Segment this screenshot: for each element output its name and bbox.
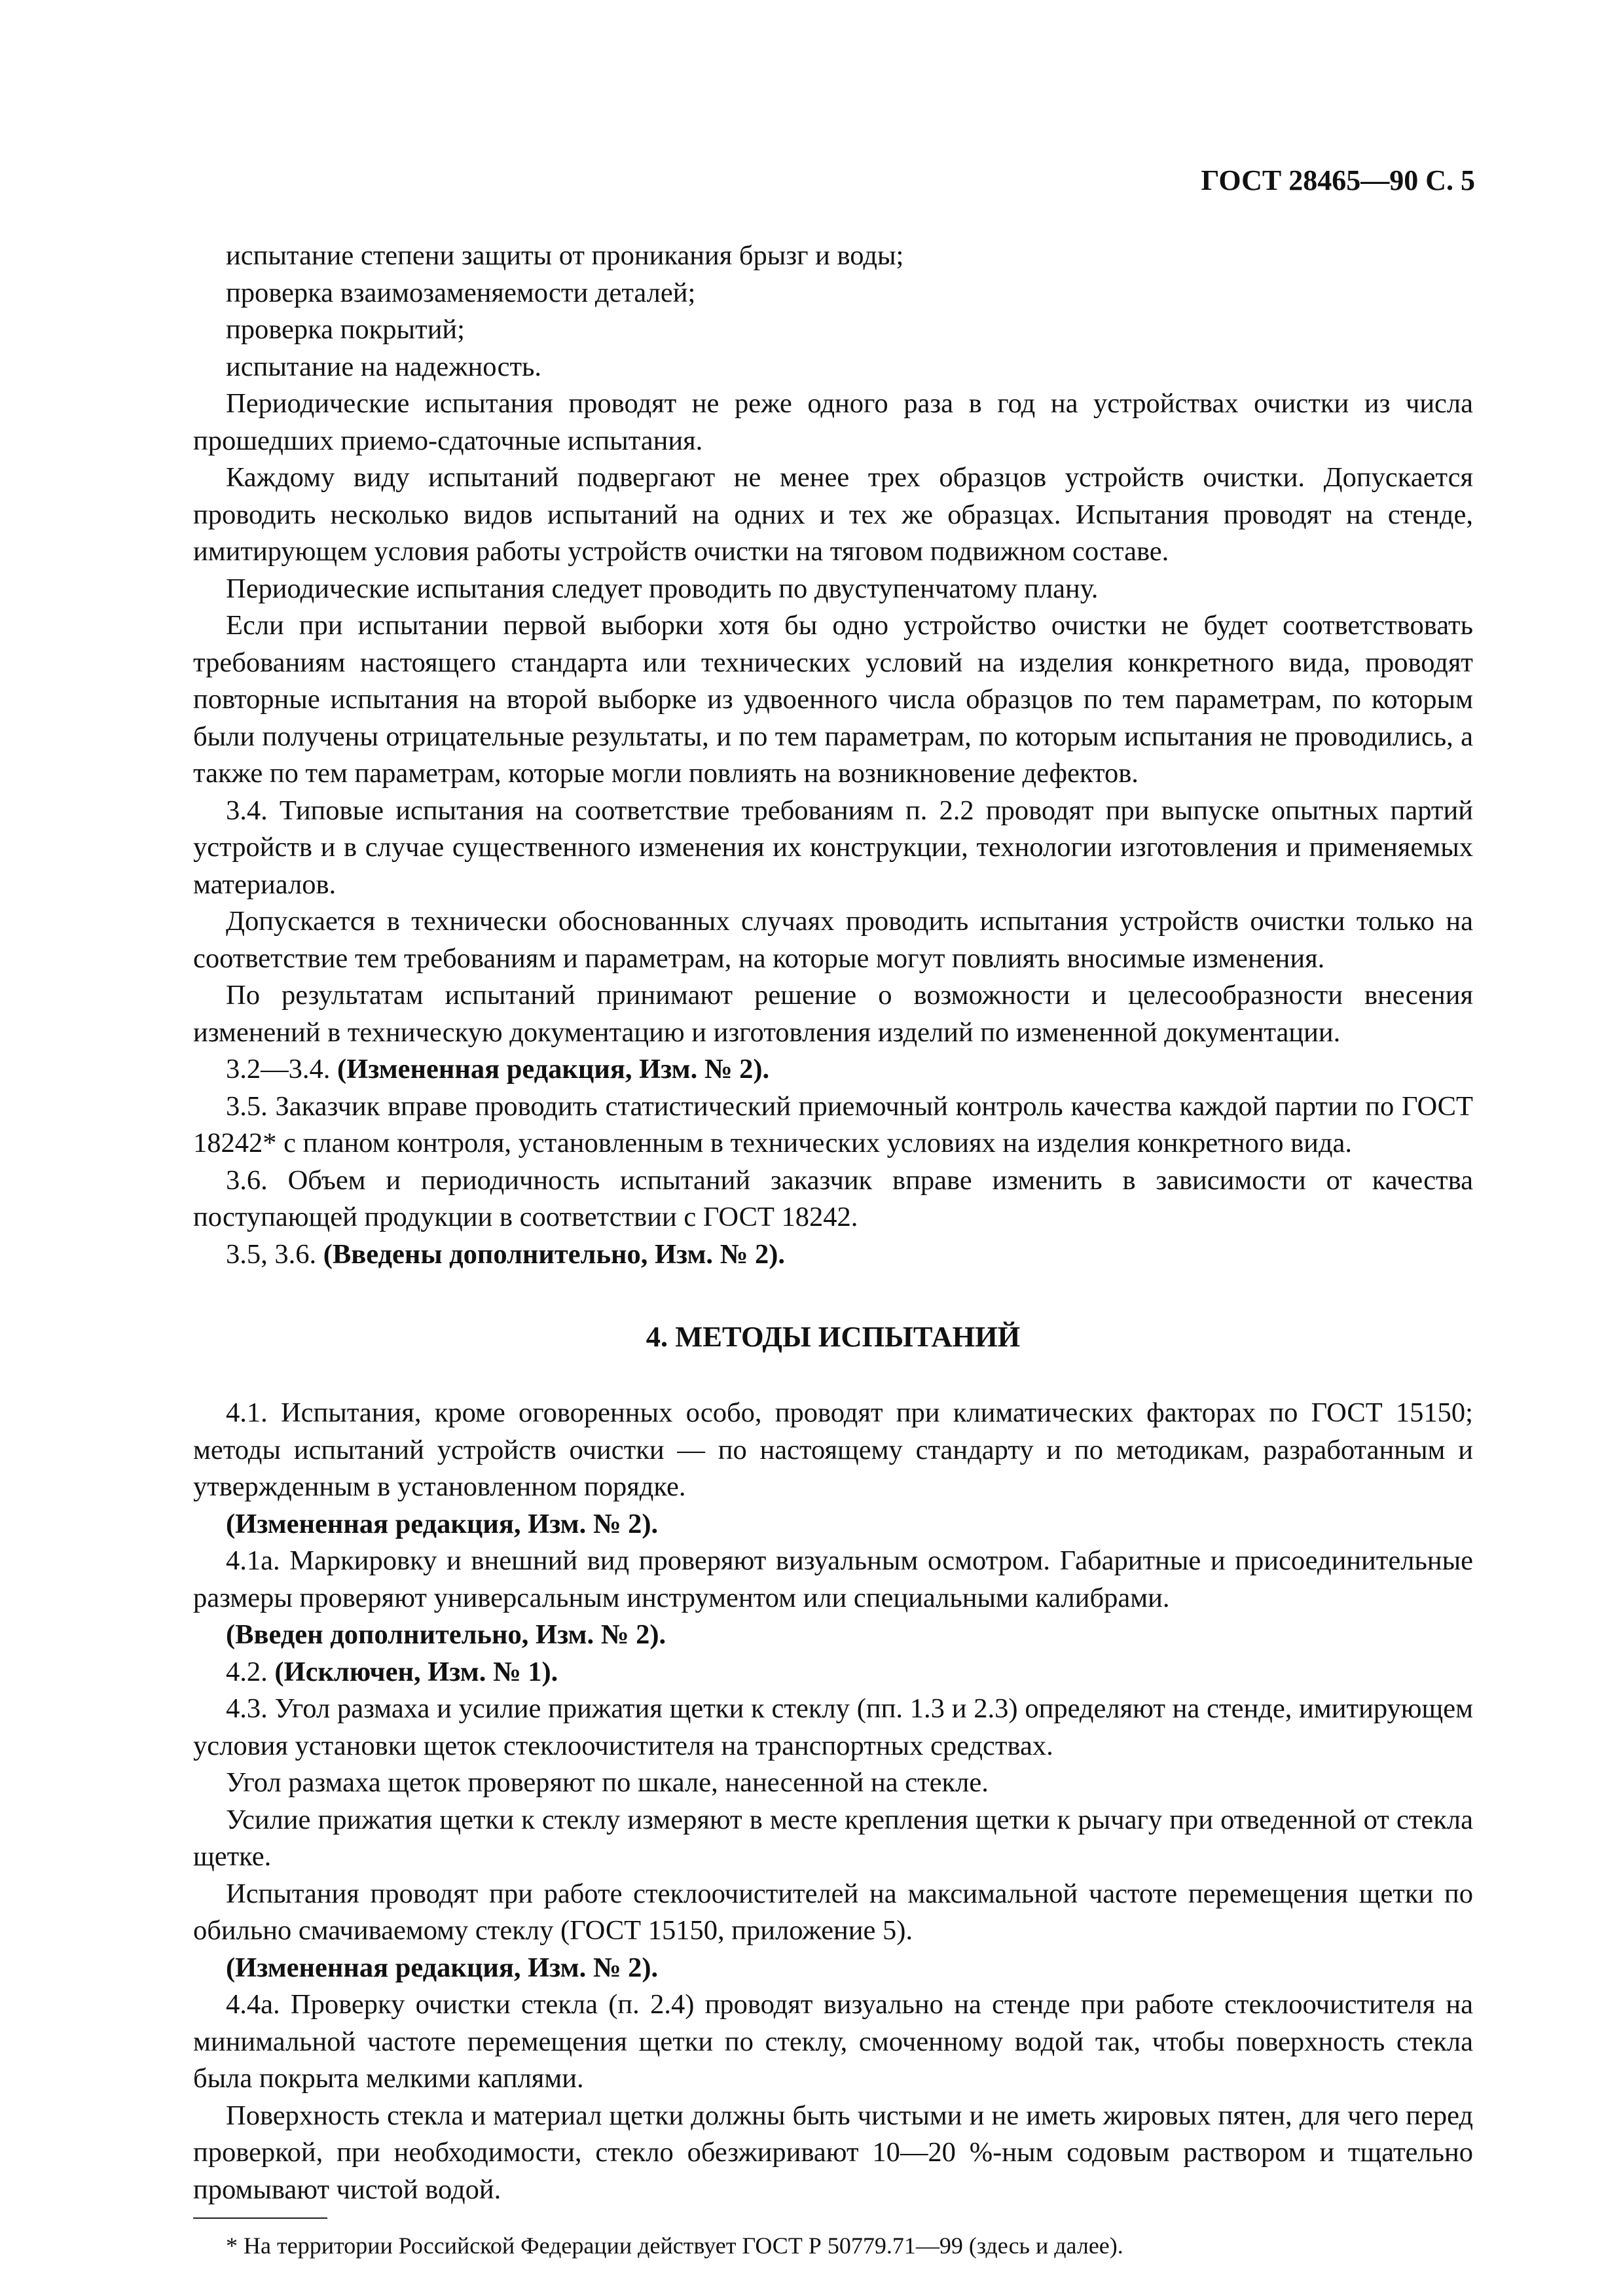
- clause-3-4: 3.4. Типовые испытания на соответствие требованиям п. 2.2 проводят при выпуске опытных партий устройств и в случае существенного изменения их конструкции, технологии изготовления и применяемых материалов.: [193, 795, 1473, 900]
- amendment-text: (Измененная редакция, Изм. № 2).: [226, 1952, 659, 1983]
- amendment-note: [193, 1950, 1473, 1987]
- amendment-text: (Введен дополнительно, Изм. № 2).: [226, 1619, 666, 1650]
- paragraph-samples-per-test: Каждому виду испытаний подвергают не менее трех образцов устройств очистки. Допускается проводить несколько видов испытаний на одних и тех же образцах. Испытания проводят на стенде, имитирующем условия работы устройств очистки на тяговом подвижном составе.: [193, 462, 1473, 567]
- paragraph-first-sample: Если при испытании первой выборки хотя бы одно устройство очистки не будет соответствовать требованиям настоящего стандарта или технических условий на изделия конкретного вида, проводят повторные испытания на второй выборке из удвоенного числа образцов по тем параметрам, по которым были получены отрицательные результаты, и по тем параметрам, по которым испытания не проводились, а также по тем параметрам, которые могли повлиять на возникновение дефектов.: [193, 610, 1473, 789]
- clause-3-6: 3.6. Объем и периодичность испытаний заказчик вправе изменить в зависимости от качества поступающей продукции в соответствии с ГОСТ 18242.: [193, 1164, 1473, 1232]
- amendment-ref: 3.5, 3.6.: [226, 1238, 317, 1270]
- amendment-text: (Измененная редакция, Изм. № 2).: [337, 1054, 770, 1085]
- paragraph-periodic-tests: Периодические испытания проводят не реже одного раза в год на устройствах очистки из числа прошедших приемо-сдаточные испытания.: [193, 388, 1473, 456]
- clause-4-1a: 4.1а. Маркировку и внешний вид проверяют визуальным осмотром. Габаритные и присоединительные размеры проверяют универсальным инструментом или специальными калибрами.: [193, 1545, 1473, 1613]
- footnote: * На территории Российской Федерации действует ГОСТ Р 50779.71—99 (здесь и далее).: [226, 2233, 1123, 2259]
- list-item: проверка взаимозаменяемости деталей;: [226, 277, 696, 308]
- list-item: испытание степени защиты от проникания брызг и воды;: [226, 240, 904, 271]
- paragraph-test-conditions: Испытания проводят при работе стеклоочистителей на максимальной частоте перемещения щетки по обильно смачиваемому стеклу (ГОСТ 15150, приложение 5).: [193, 1878, 1473, 1946]
- clause-4-1: 4.1. Испытания, кроме оговоренных особо, проводят при климатических факторах по ГОСТ 15150; методы испытаний устройств очистки — по настоящему стандарту и по методикам, разработанным и утвержденным в установленном порядке.: [193, 1397, 1473, 1502]
- list-item: проверка покрытий;: [226, 314, 465, 345]
- amendment-ref: 3.2—3.4.: [226, 1054, 331, 1085]
- paragraph-glass-surface: Поверхность стекла и материал щетки должны быть чистыми и не иметь жировых пятен, для чего перед проверкой, при необходимости, стекло обезжиривают 10—20 %-ным содовым раствором и тщательно промывают чистой водой.: [193, 2100, 1473, 2205]
- section-title: 4. МЕТОДЫ ИСПЫТАНИЙ: [646, 1320, 1021, 1353]
- amendment-note: [193, 1506, 1473, 1543]
- paragraph-two-stage-plan: Периодические испытания следует проводить по двуступенчатому плану.: [226, 573, 1099, 604]
- paragraph-swing-angle: Угол размаха щеток проверяют по шкале, нанесенной на стекле.: [226, 1767, 989, 1798]
- amendment-note: [193, 1236, 1473, 1274]
- amendment-note: [193, 1051, 1473, 1088]
- footnote-divider: [193, 2217, 327, 2219]
- body-text: [193, 238, 1473, 2261]
- clause-4-2: [193, 1654, 1473, 1691]
- amendment-text: (Измененная редакция, Изм. № 2).: [226, 1508, 659, 1539]
- amendment-text: (Введены дополнительно, Изм. № 2).: [323, 1238, 786, 1270]
- clause-4-3: 4.3. Угол размаха и усилие прижатия щетки к стеклу (пп. 1.3 и 2.3) определяют на стенде, имитирующем условия установки щеток стеклоочистителя на транспортных средствах.: [193, 1693, 1473, 1761]
- paragraph-allowed-tests: Допускается в технически обоснованных случаях проводить испытания устройств очистки только на соответствие тем требованиям и параметрам, на которые могут повлиять вносимые изменения.: [193, 906, 1473, 974]
- list-item: испытание на надежность.: [226, 351, 542, 382]
- paragraph-pressing-force: Усилие прижатия щетки к стеклу измеряют в месте крепления щетки к рычагу при отведенной от стекла щетке.: [193, 1804, 1473, 1872]
- paragraph-test-results: По результатам испытаний принимают решение о возможности и целесообразности внесения изменений в техническую документацию и изготовления изделий по измененной документации.: [193, 980, 1473, 1048]
- amendment-note: [193, 1617, 1473, 1654]
- clause-4-4a: 4.4а. Проверку очистки стекла (п. 2.4) проводят визуально на стенде при работе стеклоочистителя на минимальной частоте перемещения щетки по стеклу, смоченному водой так, чтобы поверхность стекла была покрыта мелкими каплями.: [193, 1989, 1473, 2094]
- clause-ref: 4.2.: [226, 1656, 268, 1687]
- clause-3-5: 3.5. Заказчик вправе проводить статистический приемочный контроль качества каждой партии по ГОСТ 18242* с планом контроля, установленным в технических условиях на изделия конкретного вида.: [193, 1090, 1473, 1158]
- amendment-text: (Исключен, Изм. № 1).: [274, 1656, 558, 1687]
- running-header: ГОСТ 28465—90 С. 5: [1201, 164, 1475, 196]
